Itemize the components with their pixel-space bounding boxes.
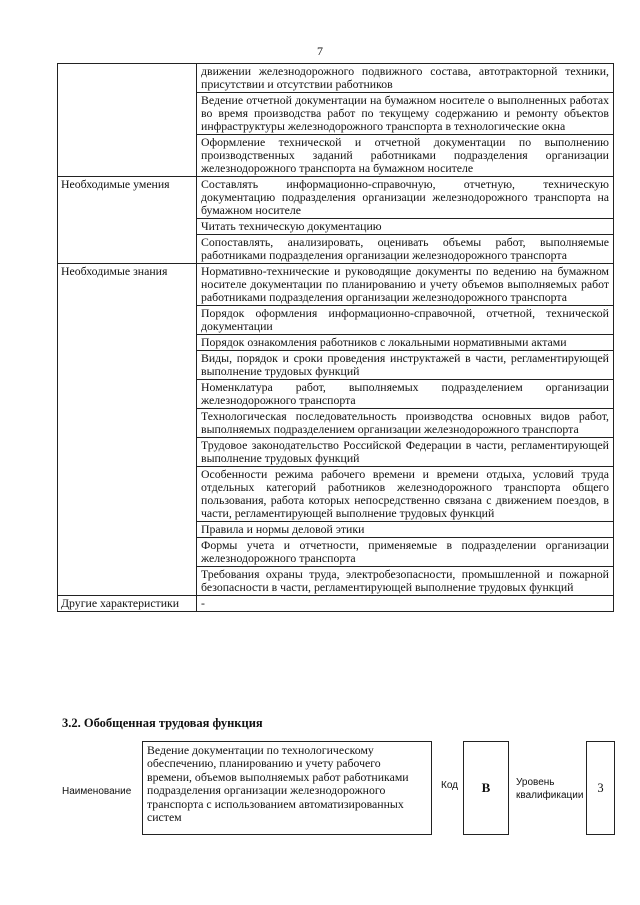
row-content: Особенности режима рабочего времени и времени отдыха, условий труда отдельных категорий работников железнодорожного транспорта общего пользования, работа которых непосредственно связана с движением поездов, в части, регламентирующей выполнение трудовых функций [197,467,614,522]
table-row [58,64,614,93]
row-content: движении железнодорожного подвижного состава, автотракторной техники, присутствии и отсутствии работников [197,64,614,93]
row-content: Виды, порядок и сроки проведения инструктажей в части, регламентирующей выполнение трудовых функций [197,351,614,380]
table-row [58,177,614,219]
section-title: 3.2. Обобщенная трудовая функция [62,716,263,730]
row-content: Сопоставлять, анализировать, оценивать объемы работ, выполняемые работниками подразделения организации железнодорожного транспорта [197,235,614,264]
table-row [58,264,614,306]
level-label-line-1: Уровень [516,777,555,788]
row-content: Правила и нормы деловой этики [197,522,614,538]
row-content: Порядок ознакомления работников с локальными нормативными актами [197,335,614,351]
row-content: Порядок оформления информационно-справочной, отчетной, технической документации [197,306,614,335]
function-name-box: Ведение документации по технологическому обеспечению, планированию и учету рабочего времени, объемов выполняемых работ работниками подразделения организации железнодорожного транспорта с использованием автоматизированных систем [142,741,432,835]
competency-table [57,63,614,612]
row-content: Нормативно-технические и руководящие документы по ведению на бумажном носителе документации по планированию и учету объемов выполняемых работ работниками подразделения организации железнодорожного транспорта [197,264,614,306]
row-content: Читать техническую документацию [197,219,614,235]
row-content: Трудовое законодательство Российской Федерации в части, регламентирующей выполнение трудовых функций [197,438,614,467]
qualification-level-label [516,776,583,802]
row-label: Другие характеристики [58,596,197,612]
code-label: Код [441,780,459,791]
row-content: Оформление технической и отчетной документации по выполнению производственных заданий работниками подразделения организации железнодорожного транспорта на бумажном носителе [197,135,614,177]
level-label-line-2: квалификации [516,790,584,801]
page-number: 7 [317,44,323,58]
table-row [58,596,614,612]
qualification-level-box: 3 [586,741,615,835]
row-label: Необходимые умения [58,177,197,264]
row-label [58,64,197,177]
code-value-box: B [463,741,509,835]
row-content: Формы учета и отчетности, применяемые в подразделении организации железнодорожного транспорта [197,538,614,567]
row-content: Составлять информационно-справочную, отчетную, техническую документацию подразделения организации железнодорожного транспорта на бумажном носителе [197,177,614,219]
name-label: Наименование [62,786,132,797]
row-content: Технологическая последовательность производства основных видов работ, выполняемых подразделением организации железнодорожного транспорта [197,409,614,438]
row-content: Требования охраны труда, электробезопасности, промышленной и пожарной безопасности в части, регламентирующей выполнение трудовых функций [197,567,614,596]
row-content: Ведение отчетной документации на бумажном носителе о выполненных работах во время производства работ по текущему содержанию и ремонту объектов инфраструктуры железнодорожного транспорта в технологические окна [197,93,614,135]
row-content: Номенклатура работ, выполняемых подразделением организации железнодорожного транспорта [197,380,614,409]
row-label: Необходимые знания [58,264,197,596]
row-content: - [197,596,614,612]
